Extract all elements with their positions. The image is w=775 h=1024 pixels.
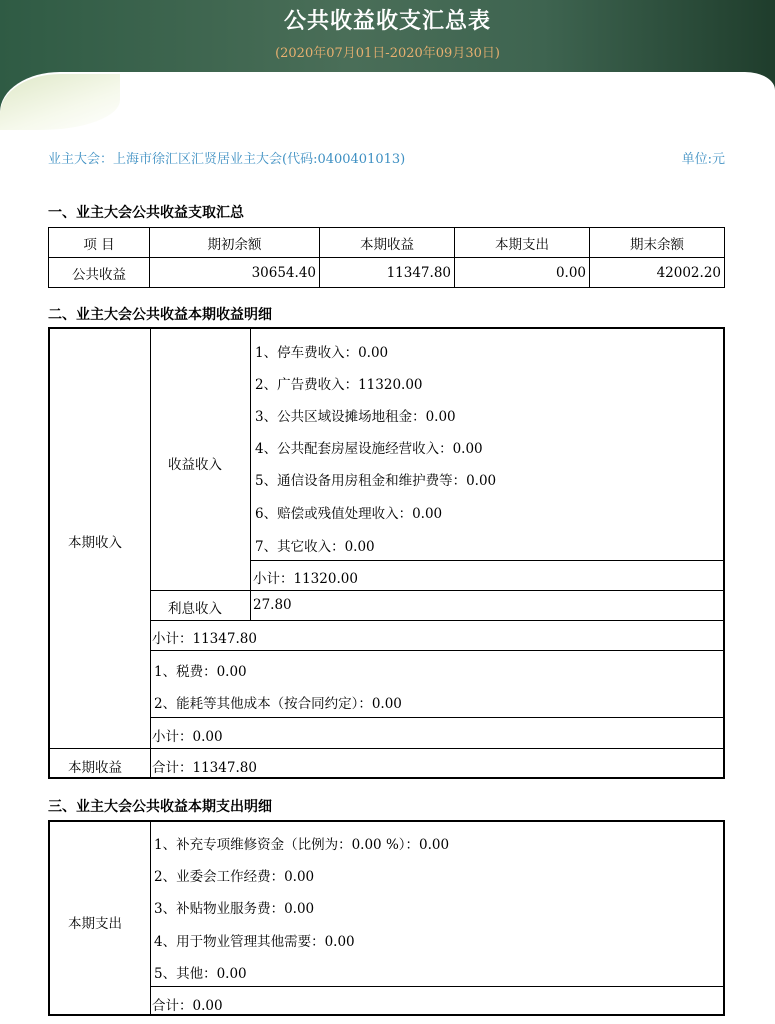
revenue-subtotal: 小计：11320.00: [253, 571, 358, 587]
header-opening-balance: 期初余额: [150, 228, 320, 258]
cell-closing-balance: 42002.20: [590, 258, 725, 288]
expense-detail-table: [48, 820, 725, 1016]
header-closing-balance: 期末余额: [590, 228, 725, 258]
revenue-item: 4、公共配套房屋设施经营收入：0.00: [255, 441, 483, 457]
cell-item: 公共收益: [49, 258, 150, 288]
cost-subtotal: 小计：0.00: [152, 729, 223, 745]
cost-item: 2、能耗等其他成本（按合同约定）：0.00: [154, 696, 402, 712]
cell-opening-balance: 30654.40: [150, 258, 320, 288]
interest-income-label: 利息收入: [168, 601, 222, 617]
expense-item: 3、补贴物业服务费：0.00: [154, 901, 315, 917]
revenue-item: 2、广告费收入：11320.00: [255, 377, 423, 393]
cost-item: 1、税费：0.00: [154, 664, 247, 680]
section2-title: 二、业主大会公共收益本期收益明细: [48, 307, 272, 323]
section1-title: 一、业主大会公共收益支取汇总: [48, 205, 244, 221]
header-period-income: 本期收益: [320, 228, 455, 258]
expense-item: 4、用于物业管理其他需要：0.00: [154, 934, 355, 950]
period-income-label: 本期收入: [68, 535, 122, 551]
expense-label: 本期支出: [68, 916, 122, 932]
expense-total: 合计：0.00: [152, 998, 223, 1014]
cell-period-income: 11347.80: [320, 258, 455, 288]
revenue-item: 1、停车费收入：0.00: [255, 345, 389, 361]
section3-title: 三、业主大会公共收益本期支出明细: [48, 799, 272, 815]
expense-item: 2、业委会工作经费：0.00: [154, 869, 315, 885]
report-period: (2020年07月01日-2020年09月30日): [275, 46, 500, 61]
interest-income-value: 27.80: [253, 597, 292, 613]
revenue-income-label: 收益收入: [168, 457, 222, 473]
income-detail-table: [48, 327, 725, 779]
owner-line: [48, 148, 725, 167]
header-period-expense: 本期支出: [455, 228, 590, 258]
revenue-item: 7、其它收入：0.00: [255, 539, 375, 555]
owner-label: 业主大会：上海市徐汇区汇贤居业主大会(代码:0400401013): [48, 152, 406, 167]
summary-data-row: [49, 258, 725, 288]
period-profit-label: 本期收益: [68, 760, 122, 776]
header-item: 项 目: [49, 228, 150, 258]
page-title: 公共收益收支汇总表: [283, 8, 491, 34]
revenue-item: 5、通信设备用房租金和维护费等：0.00: [255, 473, 497, 489]
expense-item: 1、补充专项维修资金（比例为：0.00 %）：0.00: [154, 837, 450, 853]
period-profit-total: 合计：11347.80: [152, 760, 257, 776]
revenue-item: 6、赔偿或残值处理收入：0.00: [255, 506, 443, 522]
expense-item: 5、其他：0.00: [154, 966, 247, 982]
unit-label: 单位:元: [681, 152, 725, 167]
summary-header-row: [49, 228, 725, 258]
income-subtotal: 小计：11347.80: [152, 631, 257, 647]
cell-period-expense: 0.00: [455, 258, 590, 288]
revenue-item: 3、公共区域设摊场地租金：0.00: [255, 409, 456, 425]
summary-table: [48, 227, 725, 288]
